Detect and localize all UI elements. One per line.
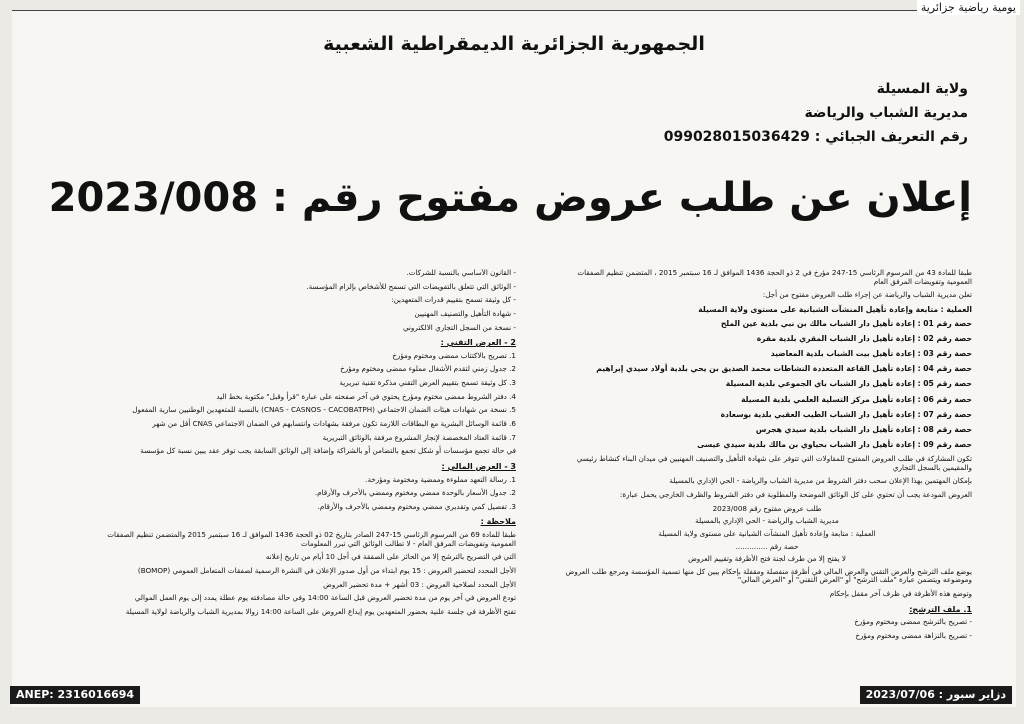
financial-item: 2. جدول الأسعار بالوحدة ممضي ومختوم وممضي بالأحرف والأرقام. <box>314 488 516 498</box>
financial-item: 1. رسالة التعهد مملوءة وممضية ومختومة ومؤرخة. <box>365 474 516 484</box>
envelope-line: العملية : متابعة وإعادة تأهيل المنشآت الشبانية على مستوى ولاية المسيلة <box>658 528 876 538</box>
technical-item: 5. نسخة من شهادات هيئات الضمان الاجتماعي (CNAS - CASNOS - CACOBATPH) بالنسبة للمتعهدين الوطنيين سارية المفعول <box>132 405 516 415</box>
candidacy-item: - تصريح بالترشح ممضى ومختوم ومؤرخ <box>854 617 972 627</box>
note-item: تفتح الأظرفة في جلسة علنية بحضور المتعهدين يوم إيداع العروض على الساعة 14:00 زوالا بمديرية الشباب والرياضة لولاية المسيلة <box>125 606 516 616</box>
envelope-line: حصة رقم .............. <box>735 541 799 551</box>
eligibility-text: تكون المشاركة في طلب العروض المفتوح للمقاولات التي تتوفر على شهادة التأهيل والتصنيف المهنيين في ميدان البناء كنشاط رئيسي والمقيمين بالسجل التجاري <box>576 454 972 472</box>
candidacy-section-title: 1. ملف الترشح: <box>909 604 972 614</box>
envelope-line: مديرية الشباب والرياضة - الحي الإداري بالمسيلة <box>695 516 839 526</box>
content-text: العروض المودعة يجب أن تحتوي على كل الوثائق الموضحة والمطلوبة في دفتر الشروط والظرف الخارجي يحمل عبارة: <box>619 489 972 499</box>
withdraw-text: بإمكان المهتمين بهذا الإعلان سحب دفتر الشروط من مديرية الشباب والرياضة - الحي الإداري بالمسيلة <box>669 476 972 486</box>
lot-item: حصة رقم 09 : إعادة تأهيل دار الشباب بحياوي بن مالك بلدية سيدي عيسى <box>697 439 972 449</box>
financial-offer-title: 3 - العرض المالي : <box>441 461 516 471</box>
note-item: الأجل المحدد لصلاحية العروض : 03 أشهر + مدة تحضير العروض <box>323 579 516 589</box>
right-column <box>562 269 972 689</box>
envelope-line: طلب عروض مفتوح رقم 2023/008 <box>712 503 822 513</box>
doc-item: - القانون الأساسي بالنسبة للشركات. <box>406 269 516 277</box>
technical-item: 1. تصريح بالاكتتاب ممضى ومختوم ومؤرخ <box>392 350 516 360</box>
technical-offer-title: 2 - العرض التقني : <box>440 338 516 348</box>
technical-item: 2. جدول زمني لتقدم الأشغال مملوء ممضى ومختوم ومؤرخ <box>340 364 516 374</box>
lot-item: حصة رقم 08 : إعادة تأهيل دار الشباب بلدية سيدي هجرس <box>755 424 972 434</box>
closing-text-2: وتوضع هذه الأظرفة في ظرف آخر مقفل بإحكام <box>829 589 972 599</box>
intro-text: طبقا للمادة 43 من المرسوم الرئاسي 15-247 مؤرخ في 2 ذو الحجة 1436 الموافق لـ 16 سبتمبر 2015 ، المتضمن تنظيم الصفقات العمومية وتفويضات المرفق العام <box>577 269 972 286</box>
tax-id-label: رقم التعريف الجبائي : <box>814 129 968 145</box>
publication-date: دزاير سبور : 2023/07/06 <box>860 686 1012 704</box>
tax-id-line <box>664 129 968 145</box>
anep-code: ANEP: 2316016694 <box>10 686 140 704</box>
publication-label: يومية رياضية جزائرية <box>917 0 1020 15</box>
doc-item: - نسخة من السجل التجاري الالكتروني <box>402 322 516 332</box>
technical-item: في حالة تجمع مؤسسات أو شكل تجمع بالتضامن أو بالشراكة وإضافة إلى الوثائق السابقة يجب توفر عقد يبين نسبة كل مؤسسة <box>140 446 516 456</box>
financial-item: 3. تفصيل كمي وتقديري ممضي ومختوم وممضي بالأحرف والأرقام. <box>317 501 516 511</box>
newspaper-page <box>12 10 1016 707</box>
lot-item: حصة رقم 06 : إعادة تأهيل مركز التسلية العلمي بلدية المسيلة <box>741 394 972 404</box>
technical-item: 3. كل وثيقة تسمح بتقييم العرض التقني مذكرة تقنية تبريرية <box>339 378 516 388</box>
note-item: تودع العروض في آخر يوم من مدة تحضير العروض قبل الساعة 14:00 وفي حالة مصادفته يوم عطلة يمدد إلى يوم العمل الموالي <box>134 593 516 603</box>
note-item: طبقا للمادة 69 من المرسوم الرئاسي 15-247 الصادر بتاريخ 02 ذو الحجة 1436 الموافق لـ 16 سبتمبر 2015 والمتضمن تنظيم الصفقات العمومية وتفويضات المرفق العام - لا تطالب الوثائق التي تبرر المعلومات <box>107 530 516 548</box>
lot-item: حصة رقم 01 : إعادة تأهيل دار الشباب مالك بن نبي بلدية عين الملح <box>720 319 972 329</box>
doc-item: - كل وثيقة تسمح بتقييم قدرات المتعهدين: <box>391 295 516 305</box>
technical-item: 4. دفتر الشروط ممضى مختوم ومؤرخ يحتوي في آخر صفحته على عبارة "قرأ وقبل" مكتوبة بخط اليد <box>216 391 516 401</box>
candidacy-item: - تصريح بالنزاهة ممضى ومختوم ومؤرخ <box>855 630 972 640</box>
intro-text-2: تعلن مديرية الشباب والرياضة عن إجراء طلب العروض مفتوح من أجل: <box>762 290 972 300</box>
doc-item: - شهادة التأهيل والتصنيف المهنيين <box>414 308 516 318</box>
technical-item: 6. قائمة الوسائل البشرية مع البطاقات اللازمة تكون مرفقة بشهادات وانتسابهم في الضمان الاجتماعي CNAS أقل من شهر <box>152 419 516 428</box>
operation-line: العملية : متابعة وإعادة تأهيل المنشآت الشبانية على مستوى ولاية المسيلة <box>698 304 972 314</box>
doc-item: - الوثائق التي تتعلق بالتفويضات التي تسمح للأشخاص بإلزام المؤسسة. <box>306 281 516 291</box>
notice-title: إعلان عن طلب عروض مفتوح رقم : 2023/008 <box>48 175 972 221</box>
lot-item: حصة رقم 07 : إعادة تأهيل دار الشباب الطيب العقبي بلدية بوسعادة <box>720 409 972 419</box>
left-column <box>100 269 516 689</box>
republic-heading: الجمهورية الجزائرية الديمقراطية الشعبية <box>323 33 705 55</box>
lot-item: حصة رقم 03 : إعادة تأهيل بيت الشباب بلدية المعاضيد <box>770 349 972 359</box>
closing-text: يوضع ملف الترشح والعرض التقني والعرض المالي في أظرفة منفصلة ومقفلة بإحكام يبين كل منها تسمية المؤسسة ومرجع طلب العروض وموضوعه ويتضمن عبارة "ملف الترشح" أو "العرض التقني" أو "العرض المالي" <box>565 566 972 585</box>
directorate-line: مديرية الشباب والرياضة <box>804 105 968 121</box>
lot-item: حصة رقم 04 : إعادة تأهيل القاعة المتعددة النشاطات محمد الصديق بن يحي بلدية أولاد سيدي إبراهيم <box>596 364 972 374</box>
wilaya-line: ولاية المسيلة <box>876 81 968 97</box>
technical-item: 7. قائمة العتاد المخصصة لإنجاز المشروع مرفقة بالوثائق التبريرية <box>322 432 516 442</box>
note-title: ملاحظة : <box>480 517 516 527</box>
note-item: الأجل المحدد لتحضير العروض : 15 يوم ابتداء من أول صدور الإعلان في النشرة الرسمية لصفقات المتعامل العمومي (BOMOP) <box>137 565 516 575</box>
note-item: التي في التصريح بالترشح إلا من الحائز على الصفقة في أجل 10 أيام من تاريخ إعلانه <box>265 552 516 562</box>
lot-item: حصة رقم 02 : إعادة تأهيل دار الشباب المقري بلدية مقرة <box>756 334 972 344</box>
lot-item: حصة رقم 05 : إعادة تأهيل دار الشباب باي الجموعي بلدية المسيلة <box>725 379 972 389</box>
envelope-line: لا يفتح إلا من طرف لجنة فتح الأظرفة وتقييم العروض <box>688 554 846 564</box>
tax-id-value: 099028015036429 <box>663 129 810 145</box>
